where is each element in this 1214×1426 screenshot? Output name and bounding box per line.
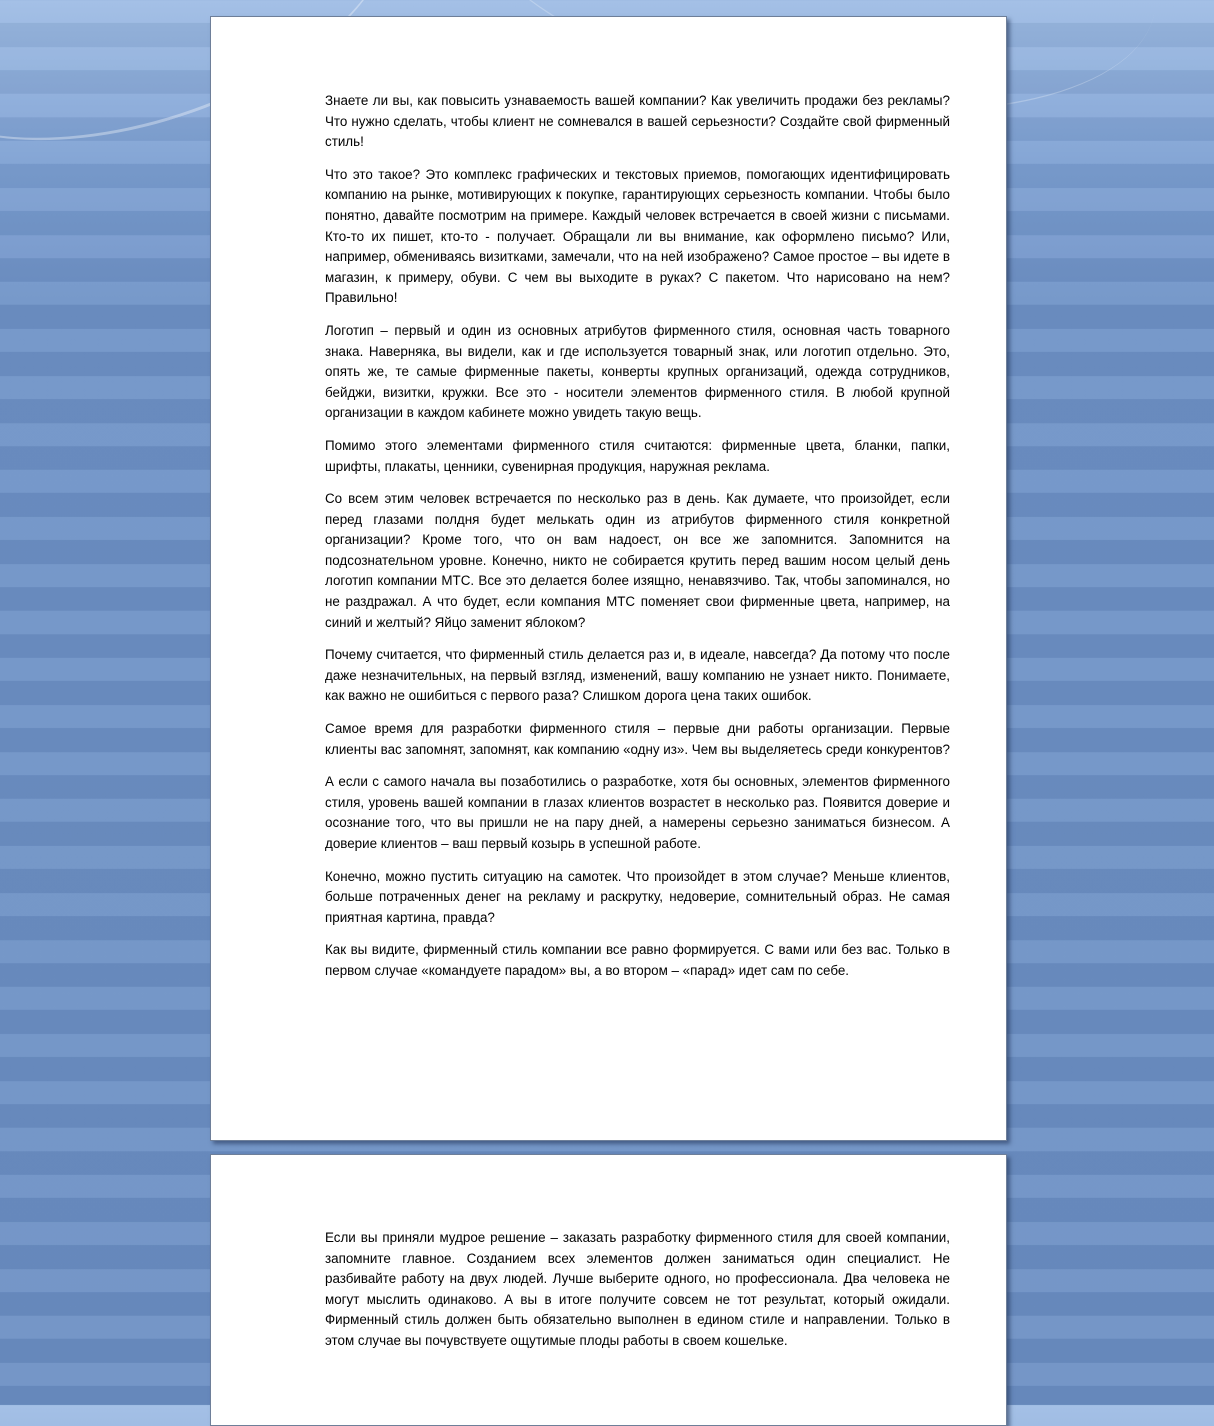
document-page-2[interactable] [210, 1154, 1007, 1426]
paragraph[interactable]: Самое время для разработки фирменного стиля – первые дни работы организации. Первые клиенты вас запомнят, запомнят, как компанию «одну из». Чем вы выделяетесь среди конкурентов? [325, 721, 951, 757]
paragraph[interactable]: Если вы приняли мудрое решение – заказать разработку фирменного стиля для своей компании, запомните главное. Созданием всех элементов должен заниматься один специалист. Не разбивайте работу на двух людей. Лучше выберите одного, но профессионала. Два человека не могут мыслить одинаково. А вы в итоге получите совсем не тот результат, который ожидали. Фирменный стиль должен быть обязательно выполнен в едином стиле и направлении. Только в этом случае вы почувствуете ощутимые плоды работы в своем кошельке. [325, 1230, 950, 1348]
page-text-body[interactable] [325, 1228, 950, 1364]
page-text-body[interactable] [325, 91, 950, 994]
paragraph[interactable]: Логотип – первый и один из основных атрибутов фирменного стиля, основная часть товарного знака. Наверняка, вы видели, как и где используется товарный знак, или логотип отдельно. Это, опять же, те самые фирменные пакеты, конверты крупных организаций, одежда сотрудников, бейджи, визитки, кружки. Все это - носители элементов фирменного стиля. В любой крупной организации в каждом кабинете можно увидеть такую вещь. [325, 322, 950, 421]
paragraph[interactable]: Помимо этого элементами фирменного стиля считаются: фирменные цвета, бланки, папки, шрифты, плакаты, ценники, сувенирная продукция, наружная реклама. [325, 437, 950, 474]
paragraph[interactable]: Почему считается, что фирменный стиль делается раз и, в идеале, навсегда? Да потому что после даже незначительных, на первый взгляд, изменений, вашу компанию не узнает никто. Понимаете, как важно не ошибиться с первого раза? Слишком дорога цена таких ошибок. [325, 647, 950, 704]
paragraph[interactable]: Конечно, можно пустить ситуацию на самотек. Что произойдет в этом случае? Меньше клиентов, больше потраченных денег на рекламу и раскрутку, недоверие, сомнительный образ. Не самая приятная картина, правда? [325, 868, 950, 925]
paragraph[interactable]: А если с самого начала вы позаботились о разработке, хотя бы основных, элементов фирменного стиля, уровень вашей компании в глазах клиентов возрастет в несколько раз. Появится доверие и осознание того, что вы пришли не на пару дней, а намерены серьезно заниматься бизнесом. А доверие клиентов – ваш первый козырь в успешной работе. [325, 774, 950, 851]
document-page-1[interactable] [210, 16, 1007, 1141]
paragraph[interactable]: Со всем этим человек встречается по несколько раз в день. Как думаете, что произойдет, если перед глазами полдня будет мелькать один из атрибутов фирменного стиля конкретной организации? Кроме того, что он вам надоест, он все же запомнится. Запомнится на подсознательном уровне. Конечно, никто не собирается крутить перед вашим носом целый день логотип компании МТС. Все это делается более изящно, ненавязчиво. Так, чтобы запоминался, но не раздражал. А что будет, если компания МТС поменяет свои фирменные цвета, например, на синий и желтый? Яйцо заменит яблоком? [325, 491, 950, 630]
paragraph[interactable]: Как вы видите, фирменный стиль компании все равно формируется. С вами или без вас. Только в первом случае «командуете парадом» вы, а во втором – «парад» идет сам по себе. [325, 942, 950, 978]
paragraph[interactable]: Знаете ли вы, как повысить узнаваемость вашей компании? Как увеличить продажи без рекламы? Что нужно сделать, чтобы клиент не сомневался в вашей серьезности? Создайте свой фирменный стиль! [325, 93, 950, 150]
paragraph[interactable]: Что это такое? Это комплекс графических и текстовых приемов, помогающих идентифицировать компанию на рынке, мотивирующих к покупке, гарантирующих серьезность компании. Чтобы было понятно, давайте посмотрим на примере. Каждый человек встречается в своей жизни с письмами. Кто-то их пишет, кто-то - получает. Обращали ли вы внимание, как оформлено письмо? Или, например, обмениваясь визитками, замечали, что на ней изображено? Самое простое – вы идете в магазин, к примеру, обуви. С чем вы выходите в руках? С пакетом. Что нарисовано на нем? Правильно! [325, 166, 950, 306]
